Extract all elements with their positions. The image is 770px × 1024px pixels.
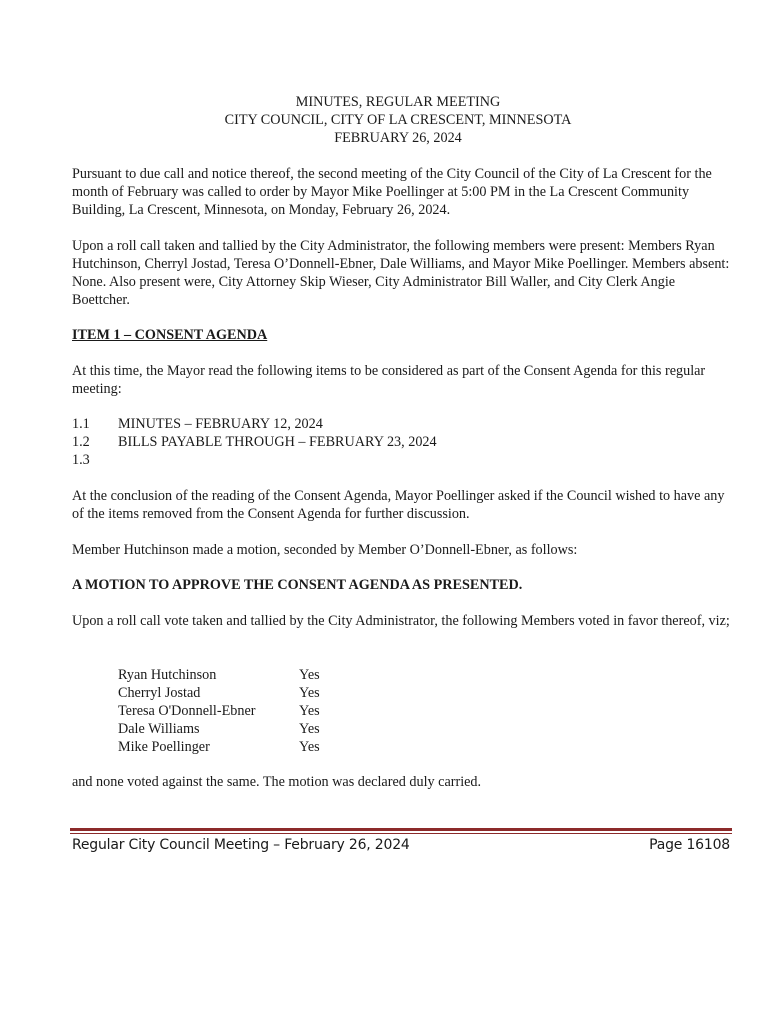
member-name: Mike Poellinger: [118, 739, 210, 755]
footer-meeting-title: Regular City Council Meeting – February 26, 2024: [72, 837, 410, 853]
roll-call-paragraph: Upon a roll call taken and tallied by the City Administrator, the following members were present: Members Ryan Hutchinson, Cherryl Jostad, Teresa O’Donnell-Ebner, Dale Williams, and Mayor Mike Poellinger. Members absent: None. Also present were, City Attorney Skip Wieser, City Administrator Bill Waller, and City Clerk Angie Boettcher.: [72, 238, 730, 308]
member-name: Cherryl Jostad: [118, 685, 201, 701]
footer-divider-thick: [70, 828, 732, 831]
document-header: [0, 93, 770, 147]
header-council: CITY COUNCIL, CITY OF LA CRESCENT, MINNESOTA: [224, 112, 572, 128]
list-item-text: MINUTES – FEBRUARY 12, 2024: [118, 416, 323, 432]
consent-conclusion-paragraph: At the conclusion of the reading of the Consent Agenda, Mayor Poellinger asked if the Council wished to have any of the items removed from the Consent Agenda for further discussion.: [72, 488, 725, 522]
member-vote: Yes: [299, 703, 320, 719]
motion-intro-paragraph: Member Hutchinson made a motion, seconded by Member O’Donnell-Ebner, as follows:: [72, 542, 578, 558]
list-item-text: BILLS PAYABLE THROUGH – FEBRUARY 23, 2024: [118, 434, 437, 450]
motion-text: A MOTION TO APPROVE THE CONSENT AGENDA AS PRESENTED.: [72, 577, 523, 593]
member-vote: Yes: [299, 667, 320, 683]
list-item-number: 1.1: [72, 416, 90, 432]
vote-result-paragraph: and none voted against the same. The motion was declared duly carried.: [72, 774, 482, 790]
header-date: FEBRUARY 26, 2024: [334, 130, 462, 146]
item1-heading: ITEM 1 – CONSENT AGENDA: [72, 327, 268, 343]
member-name: Teresa O'Donnell-Ebner: [118, 703, 256, 719]
member-name: Ryan Hutchinson: [118, 667, 217, 683]
vote-intro-paragraph: Upon a roll call vote taken and tallied by the City Administrator, the following Members voted in favor thereof, viz;: [72, 613, 730, 629]
member-name: Dale Williams: [118, 721, 200, 737]
member-vote: Yes: [299, 739, 320, 755]
footer-divider-thin: [70, 833, 732, 834]
list-item-number: 1.3: [72, 452, 90, 468]
header-title: MINUTES, REGULAR MEETING: [295, 94, 501, 110]
call-to-order-paragraph: Pursuant to due call and notice thereof, the second meeting of the City Council of the City of La Crescent for the month of February was called to order by Mayor Mike Poellinger at 5:00 PM in the La Crescent Community Building, La Crescent, Minnesota, on Monday, February 26, 2024.: [72, 166, 712, 218]
member-vote: Yes: [299, 721, 320, 737]
list-item-number: 1.2: [72, 434, 90, 450]
footer-page-number: Page 16108: [649, 837, 730, 853]
member-vote: Yes: [299, 685, 320, 701]
consent-intro-paragraph: At this time, the Mayor read the following items to be considered as part of the Consent Agenda for this regular meeting:: [72, 363, 706, 397]
